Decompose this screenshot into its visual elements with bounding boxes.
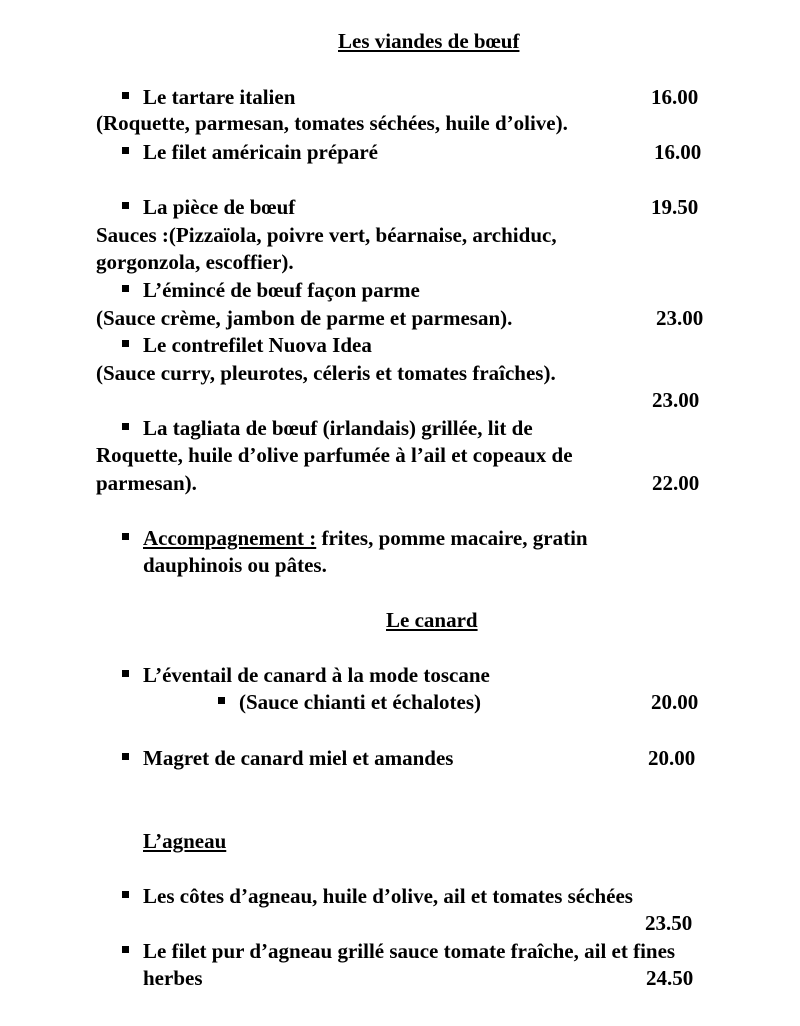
accompagnement-label: Accompagnement :: [143, 526, 317, 550]
bullet-icon: [122, 753, 129, 760]
accompagnement-line1: [143, 525, 588, 551]
bullet-icon: [122, 340, 129, 347]
magret-name: Magret de canard miel et amandes: [143, 746, 454, 770]
tartare-name: Le tartare italien: [143, 85, 296, 109]
contrefilet-name: Le contrefilet Nuova Idea: [143, 333, 372, 357]
bullet-icon: [122, 423, 129, 430]
tagliata-price: 22.00: [652, 471, 700, 495]
filet-agneau-line1: Le filet pur d’agneau grillé sauce tomate fraîche, ail et fines: [143, 939, 676, 963]
eventail-sauce: (Sauce chianti et échalotes): [239, 690, 482, 714]
cotes-agneau-name: Les côtes d’agneau, huile d’olive, ail et tomates séchées: [143, 884, 633, 908]
eventail-price: 20.00: [651, 690, 699, 714]
section-title-boeuf: Les viandes de bœuf: [338, 29, 520, 53]
cotes-agneau-price: 23.50: [645, 911, 693, 935]
bullet-icon: [122, 285, 129, 292]
magret-price: 20.00: [648, 746, 696, 770]
contrefilet-description: (Sauce curry, pleurotes, céleris et tomates fraîches).: [96, 361, 556, 385]
filet-americain-price: 16.00: [654, 140, 702, 164]
emince-name: L’émincé de bœuf façon parme: [143, 278, 420, 302]
tagliata-line2: Roquette, huile d’olive parfumée à l’ail et copeaux de: [96, 443, 573, 467]
bullet-icon: [122, 533, 129, 540]
section-title-agneau: L’agneau: [143, 829, 227, 853]
bullet-icon: [122, 946, 129, 953]
piece-boeuf-name: La pièce de bœuf: [143, 195, 296, 219]
piece-boeuf-price: 19.50: [651, 195, 699, 219]
accompagnement-line2: dauphinois ou pâtes.: [143, 553, 327, 577]
filet-americain-name: Le filet américain préparé: [143, 140, 378, 164]
section-title-canard: Le canard: [386, 608, 478, 632]
bullet-icon: [218, 697, 225, 704]
bullet-icon: [122, 147, 129, 154]
contrefilet-price: 23.00: [652, 388, 700, 412]
piece-boeuf-sauces-line2: gorgonzola, escoffier).: [96, 250, 294, 274]
filet-agneau-line2: herbes: [143, 966, 203, 990]
bullet-icon: [122, 92, 129, 99]
bullet-icon: [122, 670, 129, 677]
filet-agneau-price: 24.50: [646, 966, 694, 990]
emince-price: 23.00: [656, 306, 704, 330]
piece-boeuf-sauces-line1: Sauces :(Pizzaïola, poivre vert, béarnaise, archiduc,: [96, 223, 557, 247]
accompagnement-text: frites, pomme macaire, gratin: [316, 526, 588, 550]
tartare-description: (Roquette, parmesan, tomates séchées, huile d’olive).: [96, 111, 568, 135]
tartare-price: 16.00: [651, 85, 699, 109]
tagliata-line3: parmesan).: [96, 471, 197, 495]
tagliata-line1: La tagliata de bœuf (irlandais) grillée, lit de: [143, 416, 533, 440]
emince-description: (Sauce crème, jambon de parme et parmesan).: [96, 306, 513, 330]
bullet-icon: [122, 891, 129, 898]
eventail-name: L’éventail de canard à la mode toscane: [143, 663, 490, 687]
bullet-icon: [122, 202, 129, 209]
